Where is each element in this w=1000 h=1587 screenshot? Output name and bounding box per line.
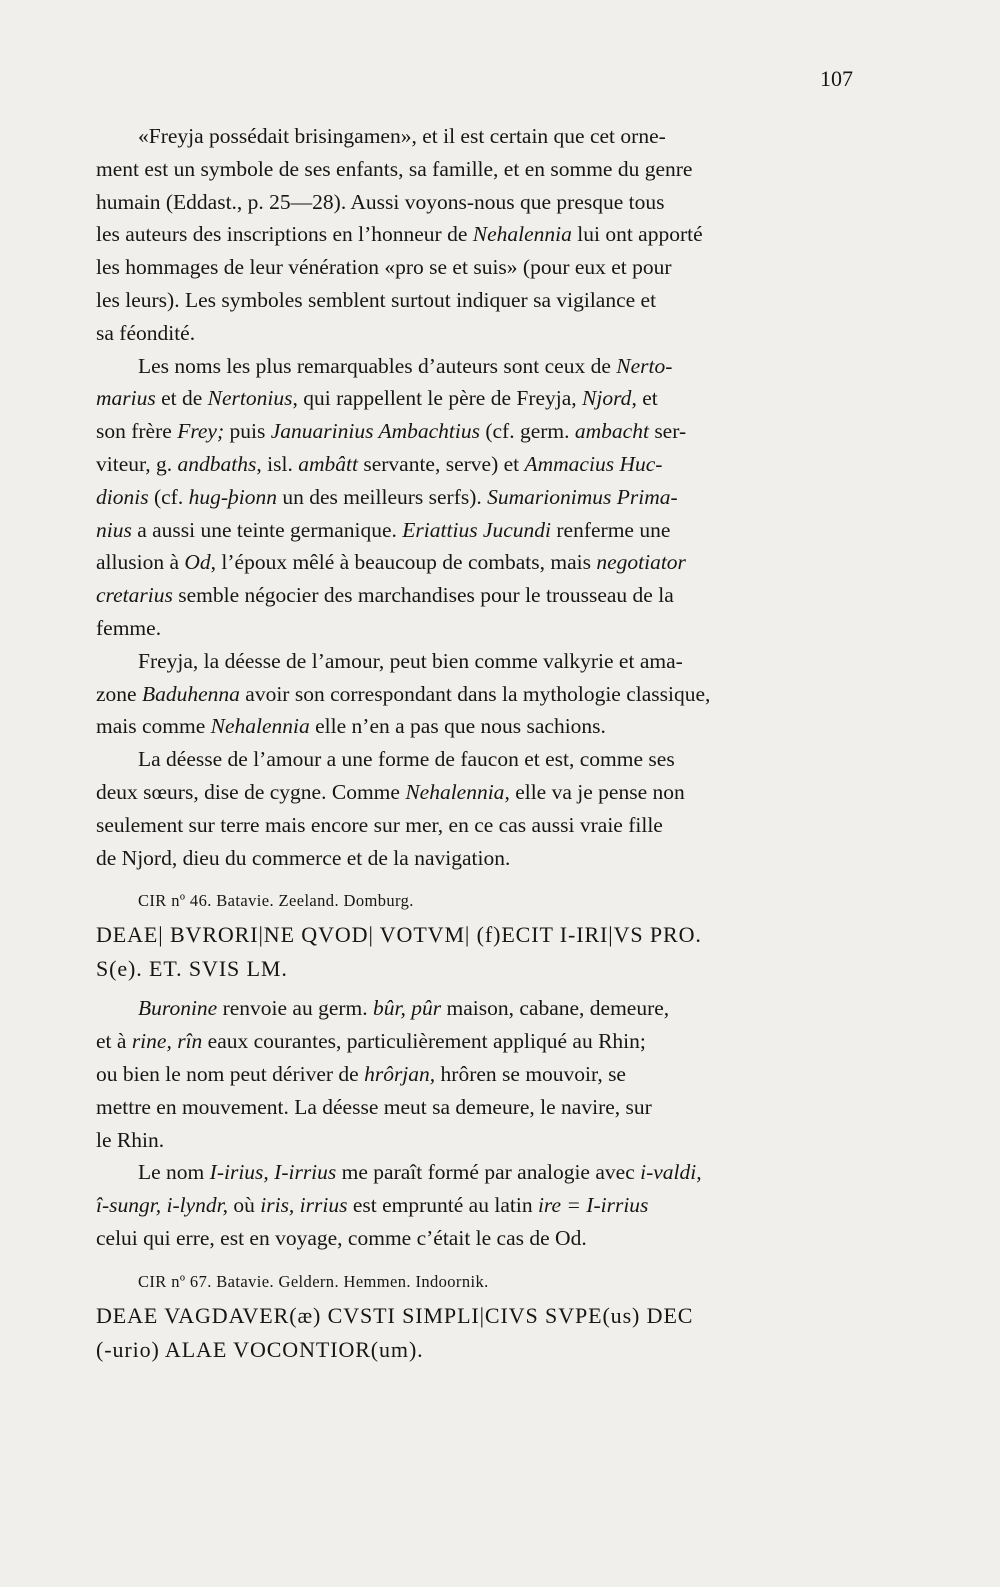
paragraph-deesse-amour: Freyja, la déesse de l’amour, peut bien comme valkyrie et ama- zone Baduhenna avoir son correspondant dans la mythologie classique, mais comme Nehalennia elle n’en a pas que nous sachions. bbox=[96, 648, 711, 739]
inscription-buronine: DEAE| BVRORI|NE QVOD| VOTVM| (f)ECIT I-IRI|VS PRO. S(e). ET. SVIS LM. bbox=[96, 922, 702, 982]
paragraph-freyja-brisingamen: «Freyja possédait brisingamen», et il est certain que cet orne- ment est un symbole de ses enfants, sa famille, et en somme du genre humain (Eddast., p. 25—28). Aussi voyons-nous que presque tous les auteurs des inscriptions en l’honneur de Nehalennia lui ont apporté les hommages de leur vénération «pro se et suis» (pour eux et pour les leurs). Les symboles semblent surtout indiquer sa vigilance et sa féondité. bbox=[96, 124, 703, 345]
page-body bbox=[96, 120, 882, 1367]
page-number: 107 bbox=[820, 66, 853, 91]
cir-reference-67: CIR nº 67. Batavie. Geldern. Hemmen. Indoornik. bbox=[138, 1271, 489, 1291]
paragraph-noms-auteurs: Les noms les plus remarquables d’auteurs sont ceux de Nerto- marius et de Nertonius, qui rappellent le père de Freyja, Njord, et son frère Frey; puis Januarinius Ambachtius (cf. germ. ambacht ser- viteur, g. andbaths, isl. ambâtt servante, serve) et Ammacius Huc- dionis (cf. hug-þionn un des meilleurs serfs). Sumarionimus Prima- nius a aussi une teinte germanique. Eriattius Jucundi renferme une allusion à Od, l’époux mêlé à beaucoup de combats, mais negotiator cretarius semble négocier des marchandises pour le trousseau de la femme. bbox=[96, 353, 687, 640]
paragraph-faucon: La déesse de l’amour a une forme de faucon et est, comme ses deux sœurs, dise de cygne. Comme Nehalennia, elle va je pense non seulement sur terre mais encore sur mer, en ce cas aussi vraie fille de Njord, dieu du commerce et de la navigation. bbox=[96, 747, 685, 870]
inscription-vagdavera: DEAE VAGDAVER(æ) CVSTI SIMPLI|CIVS SVPE(us) DEC (-urio) ALAE VOCONTIOR(um). bbox=[96, 1302, 694, 1362]
cir-reference-46: CIR nº 46. Batavie. Zeeland. Domburg. bbox=[138, 891, 414, 911]
paragraph-i-irius: Le nom I-irius, I-irrius me paraît formé par analogie avec i-valdi, î-sungr, i-lyndr, où iris, irrius est emprunté au latin ire = I-irrius celui qui erre, est en voyage, comme c’était le cas de Od. bbox=[96, 1160, 702, 1250]
paragraph-buronine: Buronine renvoie au germ. bûr, pûr maison, cabane, demeure, et à rine, rîn eaux courantes, particulièrement appliqué au Rhin; ou bien le nom peut dériver de hrôrjan, hrôren se mouvoir, se mettre en mouvement. La déesse meut sa demeure, le navire, sur le Rhin. bbox=[96, 996, 670, 1152]
